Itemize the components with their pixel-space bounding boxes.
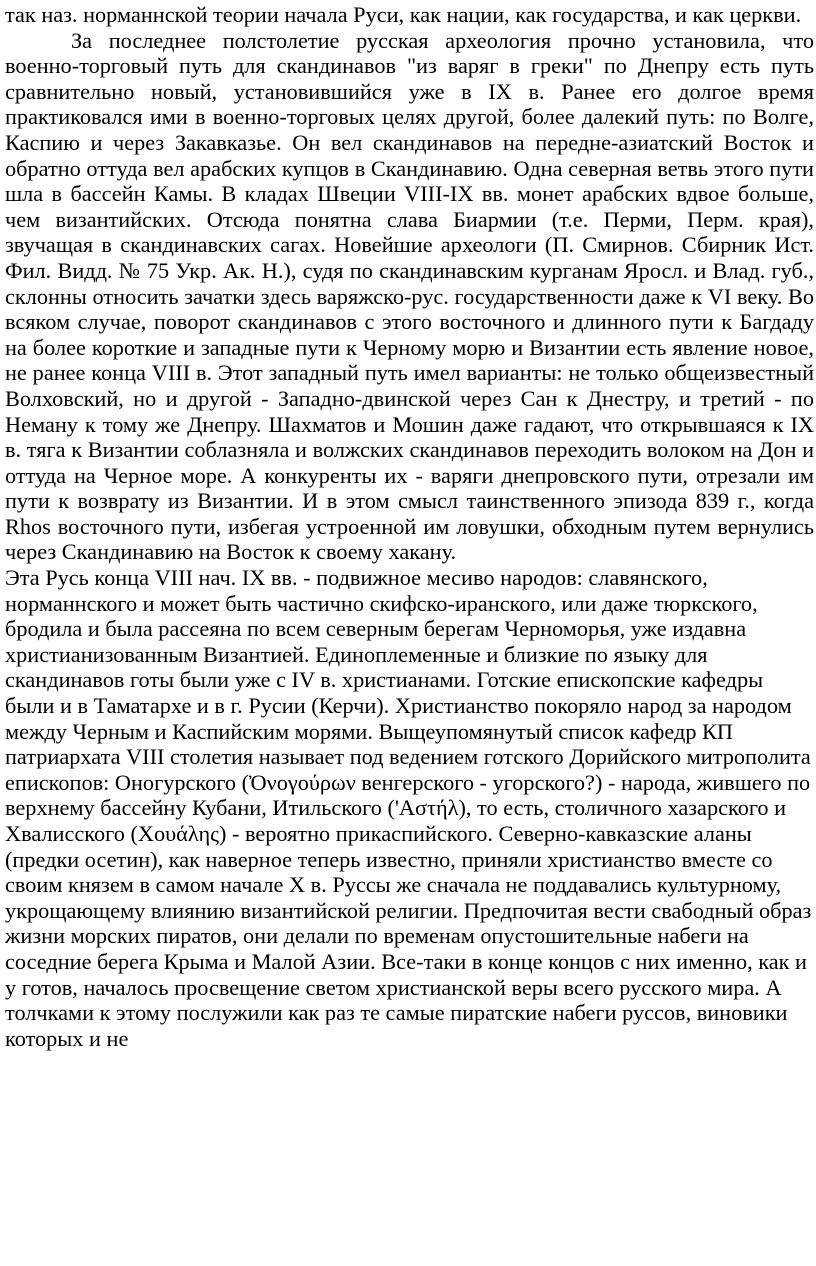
paragraph-archaeology: За последнее полстолетие русская археология прочно установила, что военно-торговый путь для скандинавов "из варяг в греки" по Днепру есть путь сравнительно новый, установившийся уже в IX в. Ранее его долгое время практиковался ими в военно-торговых целях другой, более далекий путь: по Волге, Каспию и через Закавказье. Он вел скандинавов на передне-азиатский Восток и обратно оттуда вел арабских купцов в Скандинавию. Одна северная ветвь этого пути шла в бассейн Камы. В кладах Швеции VIII-IX вв. монет арабских вдвое больше, чем византийских. Отсюда понятна слава Биармии (т.е. Перми, Перм. края), звучащая в скандинавских сагах. Новейшие археологи (П. Смирнов. Сбирник Ист. Фил. Видд. № 75 Укр. Ак. Н.), судя по скандинавским курганам Яросл. и Влад. губ., склонны относить зачатки здесь варяжско-рус. государственности даже к VI веку. Во всяком случае, поворот скандинавов с этого восточного и длинного пути к Багдаду на более короткие и западные пути к Черному морю и Византии есть явление новое, не ранее конца VIII в. Этот западный путь имел варианты: не только общеизвестный Волховский, но и другой - Западно-двинской через Сан к Днестру, и третий - по Неману к тому же Днепру. Шахматов и Мошин даже гадают, что открывшаяся к IX в. тяга к Византии соблазняла и волжских скандинавов переходить волоком на Дон и оттуда на Черное море. А конкуренты их - варяги днепровского пути, отрезали им пути к возврату из Византии. И в этом смысл таинственного эпизода 839 г., когда Rhos восточного пути, избегая устроенной им ловушки, обходным путем вернулись через Скандинавию на Восток к своему хакану. <box>5 27 814 565</box>
paragraph-continuation: так наз. норманнской теории начала Руси, как нации, как государства, и как церкви. <box>5 2 802 27</box>
paragraph-rus-peoples: Эта Русь конца VIII нач. IX вв. - подвижное месиво народов: славянского, норманнского и может быть частично скифско-иранского, или даже тюркского, бродила и была рассеяна по всем северным берегам Черноморья, уже издавна христианизованным Византией. Единоплеменные и близкие по языку для скандинавов готы были уже с IV в. христианами. Готские епископские кафедры были и в Таматархе и в г. Русии (Керчи). Христианство покоряло народ за народом между Черным и Каспийским морями. Выщеупомянутый список кафедр КП патриархата VIII столетия называет под ведением готского Дорийского митрополита епископов: Оногурского (Ὀνογούρων венгерского - угорского?) - народа, жившего по верхнему бассейну Кубани, Итильского ('Αστήλ), то есть, столичного хазарского и Хвалисского (Χουάλης) - вероятно прикаспийского. Северно-кавказские аланы (предки осетин), как наверное теперь известно, приняли христианство вместе со своим князем в самом начале X в. Руссы же сначала не поддавались культурному, укрощающему влиянию византийской религии. Предпочитая вести свабодный образ жизни морских пиратов, они делали по временам опустошительные набеги на соседние берега Крыма и Малой Азии. Все-таки в конце концов с них именно, как и у готов, началось просвещение светом христианской веры всего русского мира. А толчками к этому послужили как раз те самые пиратские набеги руссов, виновики которых и не <box>5 565 812 1051</box>
